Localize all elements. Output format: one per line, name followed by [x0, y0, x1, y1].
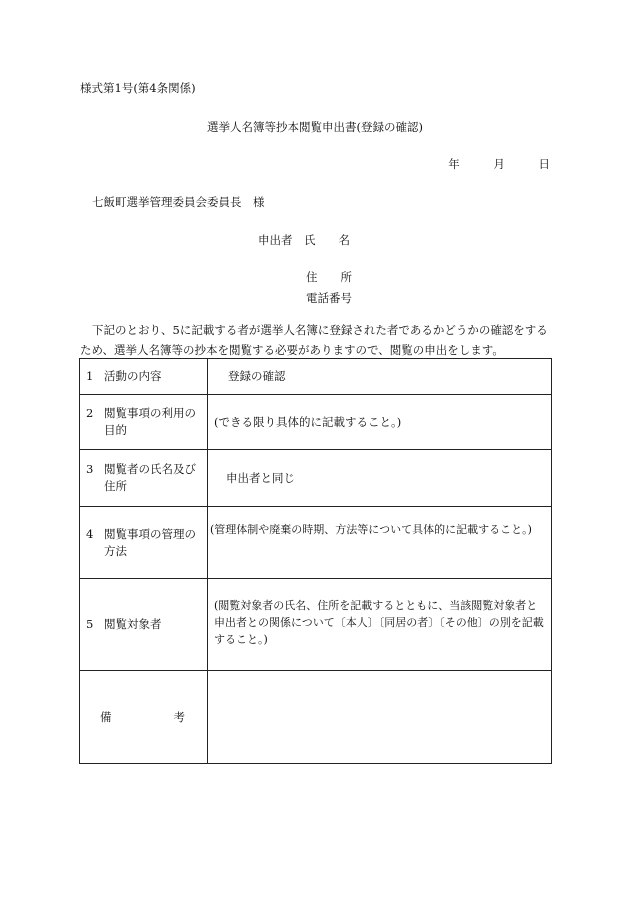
- row-number: 1: [86, 369, 94, 383]
- intro-paragraph: 下記のとおり、5に記載する者が選挙人名簿に登録された者であるかどうかの確認をするため、選挙人名簿等の抄本を閲覧する必要がありますので、閲覧の申出をします。: [80, 323, 548, 357]
- table-row: [80, 450, 552, 507]
- remarks-label-left: 備: [100, 709, 112, 724]
- row-number: 4: [86, 526, 94, 541]
- date-month: 月: [493, 157, 505, 171]
- row-label-text: 閲覧対象者: [104, 617, 162, 631]
- row-label: [80, 450, 208, 507]
- table-row: [80, 579, 552, 671]
- target-note: (閲覧対象者の氏名、住所を記載するとともに、当該閲覧対象者と申出者との関係について〔本人〕〔同居の者〕〔その他〕の別を記載すること。): [214, 599, 544, 646]
- row-number: 3: [86, 462, 94, 476]
- date-line: [418, 156, 550, 172]
- viewer-field[interactable]: [208, 450, 552, 507]
- management-note: (管理体制や廃棄の時期、方法等について具体的に記載すること。): [210, 523, 532, 536]
- row-label: [80, 507, 208, 579]
- purpose-field[interactable]: [208, 395, 552, 450]
- row-label: [80, 579, 208, 671]
- row-label-text: 活動の内容: [104, 369, 162, 383]
- row-number: 2: [86, 406, 94, 420]
- table-row: [80, 395, 552, 450]
- form-number: 様式第1号(第4条関係): [80, 81, 196, 95]
- applicant-name-label: 申出者 氏 名: [258, 233, 350, 247]
- applicant-phone-label: 電話番号: [306, 291, 352, 305]
- date-year: 年: [448, 157, 460, 171]
- row-label-text: 閲覧者の氏名及び住所: [104, 462, 196, 493]
- row-label: [80, 395, 208, 450]
- row-label: [80, 359, 208, 395]
- remarks-label-right: 考: [173, 709, 185, 724]
- date-day: 日: [538, 157, 550, 171]
- row-label-text: 閲覧事項の管理の方法: [104, 526, 196, 558]
- table-row: [80, 671, 552, 764]
- row-label-text: 閲覧事項の利用の目的: [104, 406, 196, 437]
- activity-text: 登録の確認: [228, 369, 286, 383]
- document-title: 選挙人名簿等抄本閲覧申出書(登録の確認): [207, 120, 423, 134]
- management-field[interactable]: [208, 507, 552, 579]
- table-row: [80, 359, 552, 395]
- remarks-label: [80, 671, 208, 764]
- activity-value[interactable]: [208, 359, 552, 395]
- purpose-note: (できる限り具体的に記載すること。): [214, 414, 402, 429]
- table-row: [80, 507, 552, 579]
- addressee: 七飯町選挙管理委員会委員長 様: [92, 195, 265, 209]
- applicant-address-label: 住 所: [306, 270, 352, 284]
- row-number: 5: [86, 617, 94, 631]
- application-table: [79, 358, 552, 764]
- target-field[interactable]: [208, 579, 552, 671]
- viewer-text: 申出者と同じ: [226, 470, 295, 485]
- remarks-field[interactable]: [208, 671, 552, 764]
